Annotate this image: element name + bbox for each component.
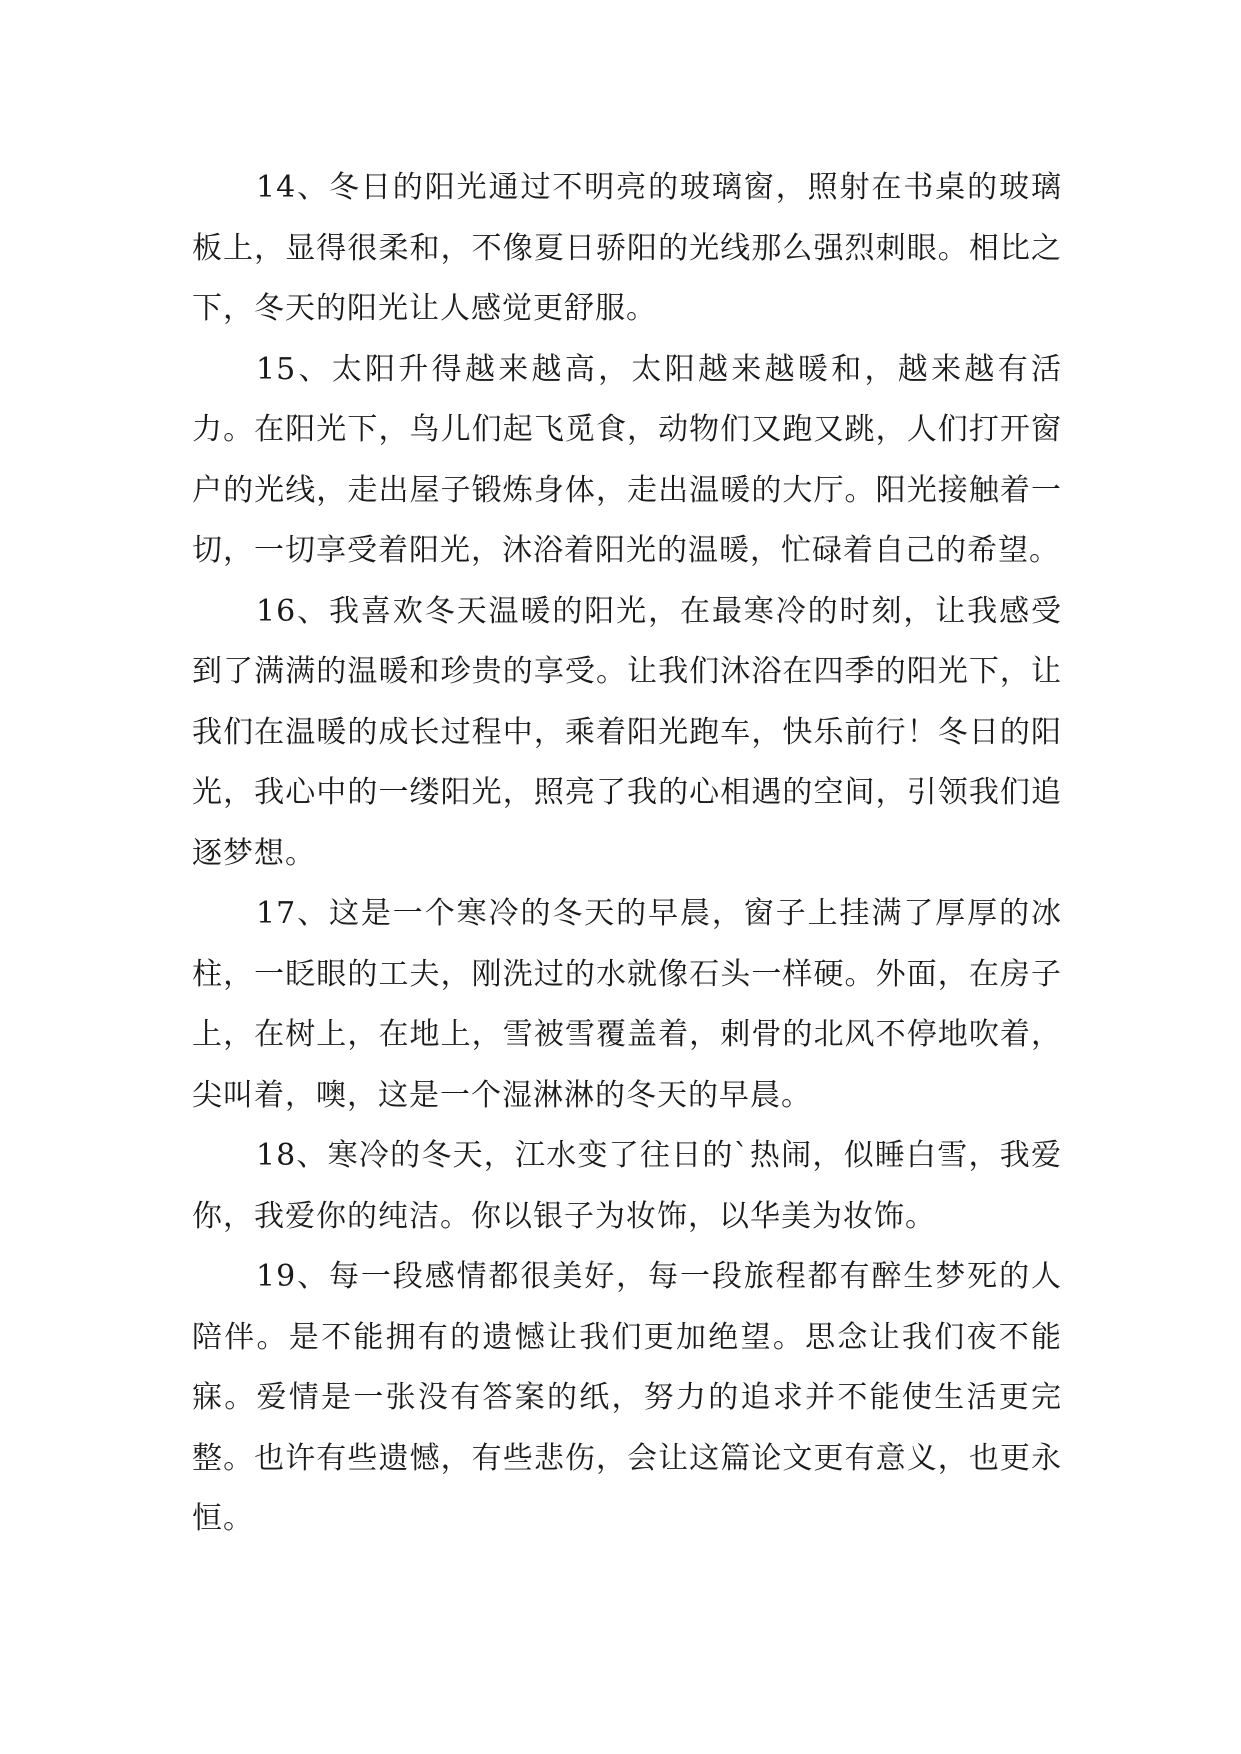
paragraph-17: 17、这是一个寒冷的冬天的早晨，窗子上挂满了厚厚的冰柱，一眨眼的工夫，刚洗过的水就像石头一样硬。外面，在房子上，在树上，在地上，雪被雪覆盖着，刺骨的北风不停地吹着，尖叫着，噢，这是一个湿淋淋的冬天的早晨。 bbox=[192, 896, 1062, 1113]
paragraph-18: 18、寒冷的冬天，江水变了往日的`热闹，似睡白雪，我爱你，我爱你的纯洁。你以银子为妆饰，以华美为妆饰。 bbox=[192, 1138, 1062, 1234]
paragraph-19: 19、每一段感情都很美好，每一段旅程都有醉生梦死的人陪伴。是不能拥有的遗憾让我们更加绝望。思念让我们夜不能寐。爱情是一张没有答案的纸，努力的追求并不能使生活更完整。也许有些遗憾，有些悲伤，会让这篇论文更有意义，也更永恒。 bbox=[192, 1259, 1062, 1536]
document-body bbox=[192, 158, 1062, 1550]
paragraph-14: 14、冬日的阳光通过不明亮的玻璃窗，照射在书桌的玻璃板上，显得很柔和，不像夏日骄阳的光线那么强烈刺眼。相比之下，冬天的阳光让人感觉更舒服。 bbox=[192, 170, 1062, 326]
paragraph-15: 15、太阳升得越来越高，太阳越来越暖和，越来越有活力。在阳光下，鸟儿们起飞觅食，动物们又跑又跳，人们打开窗户的光线，走出屋子锻炼身体，走出温暖的大厅。阳光接触着一切，一切享受着阳光，沐浴着阳光的温暖，忙碌着自己的希望。 bbox=[192, 351, 1062, 568]
paragraph-16: 16、我喜欢冬天温暖的阳光，在最寒冷的时刻，让我感受到了满满的温暖和珍贵的享受。让我们沐浴在四季的阳光下，让我们在温暖的成长过程中，乘着阳光跑车，快乐前行！冬日的阳光，我心中的一缕阳光，照亮了我的心相遇的空间，引领我们追逐梦想。 bbox=[192, 593, 1062, 871]
